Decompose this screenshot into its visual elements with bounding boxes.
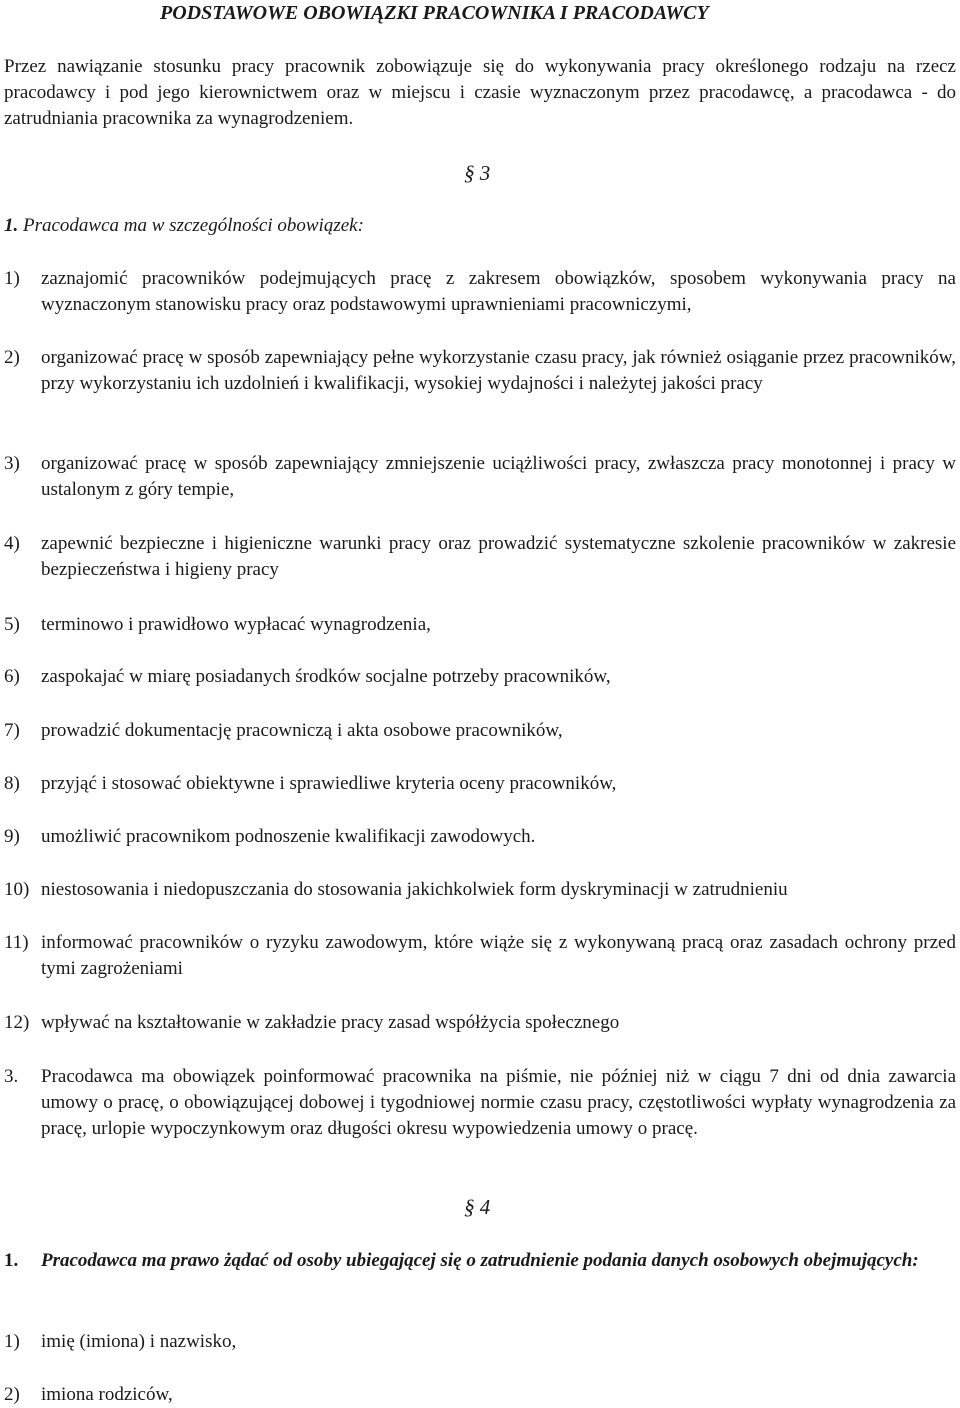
list-item-number: 12) (4, 1012, 30, 1033)
list-item-number: 3) (4, 453, 20, 474)
list-item (4, 531, 956, 583)
list-item-text: imiona rodziców, (41, 1384, 173, 1405)
list-item-text: niestosowania i niedopuszczania do stosowania jakichkolwiek form dyskryminacji w zatrudnieniu (41, 879, 788, 900)
list-item (4, 824, 956, 850)
list-item (4, 664, 956, 690)
list-item (4, 1010, 956, 1036)
list-item-text: organizować pracę w sposób zapewniający pełne wykorzystanie czasu pracy, jak również osiąganie przez pracowników, przy wykorzystaniu ich uzdolnień i kwalifikacji, wysokiej wydajności i należytej jakości pracy (41, 347, 956, 394)
list-item (4, 612, 956, 638)
list-item-number: 2) (4, 347, 20, 368)
point-3-number: 3. (4, 1066, 19, 1087)
list-item (4, 1329, 956, 1355)
section4-heading-text: Pracodawca ma prawo żądać od osoby ubiegającej się o zatrudnienie podania danych osobowych obejmujących: (41, 1250, 919, 1271)
list-item-text: imię (imiona) i nazwisko, (41, 1331, 237, 1352)
list-item-text: prowadzić dokumentację pracowniczą i akta osobowe pracowników, (41, 720, 563, 741)
list-item-text: zapewnić bezpieczne i higieniczne warunki pracy oraz prowadzić systematyczne szkolenie pracowników w zakresie bezpieczeństwa i higieny pracy (41, 533, 956, 580)
point-3 (4, 1064, 956, 1142)
document-title: PODSTAWOWE OBOWIĄZKI PRACOWNIKA I PRACODAWCY (160, 2, 709, 24)
section-mark-3: § 3 (464, 161, 491, 185)
list-item-number: 8) (4, 773, 20, 794)
list-item (4, 930, 956, 982)
list-item-text: przyjąć i stosować obiektywne i sprawiedliwe kryteria oceny pracowników, (41, 773, 617, 794)
list-item-number: 10) (4, 879, 30, 900)
list-item (4, 1382, 956, 1408)
list-item-text: informować pracowników o ryzyku zawodowym, które wiąże się z wykonywaną pracą oraz zasadach ochrony przed tymi zagrożeniami (41, 932, 956, 979)
list-item-number: 7) (4, 720, 20, 741)
list-item (4, 345, 956, 397)
list-item-text: umożliwić pracownikom podnoszenie kwalifikacji zawodowych. (41, 826, 536, 847)
list-item-number: 4) (4, 533, 20, 554)
list-item-number: 1) (4, 1331, 20, 1352)
list-item-number: 6) (4, 666, 20, 687)
list-item (4, 266, 956, 318)
list-item-number: 2) (4, 1384, 20, 1405)
section3-heading-number: 1. (4, 215, 19, 236)
section4-heading (4, 1248, 956, 1274)
list-item-text: wpływać na kształtowanie w zakładzie pracy zasad współżycia społecznego (41, 1012, 620, 1033)
section3-heading-text: Pracodawca ma w szczególności obowiązek: (23, 215, 364, 236)
list-item (4, 718, 956, 744)
list-item (4, 877, 956, 903)
list-item-number: 5) (4, 614, 20, 635)
list-item-text: terminowo i prawidłowo wypłacać wynagrodzenia, (41, 614, 431, 635)
list-item (4, 771, 956, 797)
list-item (4, 451, 956, 503)
list-item-number: 11) (4, 932, 29, 953)
list-item-number: 1) (4, 268, 20, 289)
section-mark-4: § 4 (464, 1195, 491, 1219)
intro-paragraph: Przez nawiązanie stosunku pracy pracownik zobowiązuje się do wykonywania pracy określonego rodzaju na rzecz pracodawcy i pod jego kierownictwem oraz w miejscu i czasie wyznaczonym przez pracodawcę, a pracodawca - do zatrudniania pracownika za wynagrodzeniem. (4, 56, 956, 129)
list-item-text: zaznajomić pracowników podejmujących pracę z zakresem obowiązków, sposobem wykonywania pracy na wyznaczonym stanowisku pracy oraz podstawowymi uprawnieniami pracowniczymi, (41, 268, 956, 315)
section3-heading (4, 213, 364, 239)
list-item-text: organizować pracę w sposób zapewniający zmniejszenie uciążliwości pracy, zwłaszcza pracy monotonnej i pracy w ustalonym z góry tempie, (41, 453, 956, 500)
list-item-number: 9) (4, 826, 20, 847)
point-3-text: Pracodawca ma obowiązek poinformować pracownika na piśmie, nie później niż w ciągu 7 dni od dnia zawarcia umowy o pracę, o obowiązującej dobowej i tygodniowej normie czasu pracy, częstotliwości wypłaty wynagrodzenia za pracę, urlopie wypoczynkowym oraz długości okresu wypowiedzenia umowy o pracę. (41, 1066, 956, 1139)
section4-heading-number: 1. (4, 1250, 19, 1271)
list-item-text: zaspokajać w miarę posiadanych środków socjalne potrzeby pracowników, (41, 666, 611, 687)
